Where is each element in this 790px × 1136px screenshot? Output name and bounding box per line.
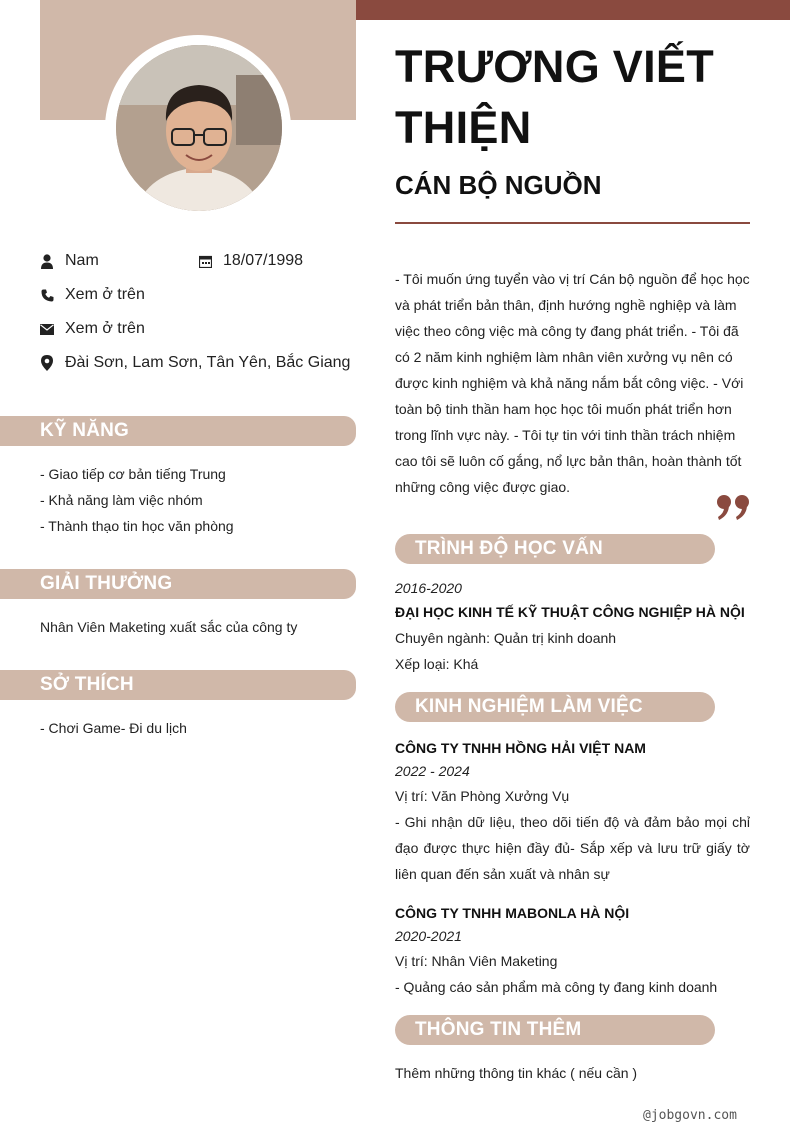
address-row bbox=[40, 354, 350, 372]
map-pin-icon bbox=[40, 355, 54, 371]
avatar-photo bbox=[116, 45, 282, 211]
job-years: 2020-2021 bbox=[395, 928, 462, 944]
phone-value: Xem ở trên bbox=[65, 286, 145, 303]
school-name: ĐẠI HỌC KINH TẾ KỸ THUẬT CÔNG NGHIỆP HÀ NỘI bbox=[395, 604, 745, 620]
gender-value: Nam bbox=[65, 252, 99, 269]
job-years: 2022 - 2024 bbox=[395, 763, 470, 779]
email-value: Xem ở trên bbox=[65, 320, 145, 337]
education-heading: TRÌNH ĐỘ HỌC VẤN bbox=[395, 534, 715, 564]
extra-info-heading: THÔNG TIN THÊM bbox=[395, 1015, 715, 1045]
gender-row bbox=[40, 252, 99, 270]
job-title: CÁN BỘ NGUỒN bbox=[395, 170, 602, 200]
birthday-row bbox=[198, 252, 303, 270]
awards-text: Nhân Viên Maketing xuất sắc của công ty bbox=[40, 619, 298, 635]
experience-heading: KINH NGHIỆM LÀM VIỆC bbox=[395, 692, 715, 722]
job-position: Vị trí: Nhân Viên Maketing bbox=[395, 953, 558, 969]
education-years: 2016-2020 bbox=[395, 580, 462, 596]
avatar bbox=[116, 45, 282, 211]
job-description: - Quảng cáo sản phẩm mà công ty đang kinh doanh bbox=[395, 979, 718, 995]
hobbies-text: - Chơi Game- Đi du lịch bbox=[40, 720, 187, 736]
birthday-value: 18/07/1998 bbox=[223, 252, 304, 269]
top-accent-bar bbox=[356, 0, 790, 20]
email-row bbox=[40, 320, 145, 338]
job-company: CÔNG TY TNHH HỒNG HẢI VIỆT NAM bbox=[395, 740, 646, 756]
list-item: - Khả năng làm việc nhóm bbox=[40, 492, 203, 508]
career-objective: - Tôi muốn ứng tuyển vào vị trí Cán bộ nguồn để học học và phát triển bản thân, định hướng nghề nghiệp và làm việc theo công việc mà công ty đang phát triển. - Tôi đã có 2 năm kinh nghiệm làm nhân viên xưởng vụ nên có được kinh nghiệm và khả năng nắm bắt công việc. - Với toàn bộ tinh thần ham học học tôi muốn phát triển hơn trong lĩnh vực này. - Tôi tự tin với tinh thần trách nhiệm cao tôi sẽ luôn cố gắng, nổ lực bản thân, hoàn thành tốt những công việc được giao. bbox=[395, 271, 750, 495]
envelope-icon bbox=[40, 321, 54, 337]
quote-icon bbox=[716, 493, 752, 521]
person-icon bbox=[40, 253, 54, 269]
title-divider bbox=[395, 222, 750, 224]
phone-row bbox=[40, 286, 145, 304]
footer-watermark: @jobgovn.com bbox=[643, 1108, 737, 1123]
job-description: - Ghi nhận dữ liệu, theo dõi tiến độ và đảm bảo mọi chỉ đạo được thực hiện đầy đủ- Sắp xếp và lưu trữ giấy tờ liên quan đến sản xuất và nhân sự bbox=[395, 814, 750, 882]
extra-info-text: Thêm những thông tin khác ( nếu cần ) bbox=[395, 1065, 638, 1081]
phone-icon bbox=[40, 287, 54, 303]
education-major: Chuyên ngành: Quản trị kinh doanh bbox=[395, 630, 617, 646]
skills-list bbox=[40, 461, 234, 539]
job-company: CÔNG TY TNHH MABONLA HÀ NỘI bbox=[395, 905, 630, 921]
job-position: Vị trí: Văn Phòng Xưởng Vụ bbox=[395, 788, 570, 804]
list-item: - Thành thạo tin học văn phòng bbox=[40, 518, 234, 534]
education-rank: Xếp loại: Khá bbox=[395, 656, 479, 672]
calendar-icon bbox=[198, 253, 212, 269]
candidate-name: TRƯƠNG VIẾT THIỆN bbox=[395, 41, 715, 153]
address-value: Đài Sơn, Lam Sơn, Tân Yên, Bắc Giang bbox=[65, 354, 351, 371]
list-item: - Giao tiếp cơ bản tiếng Trung bbox=[40, 466, 226, 482]
hobbies-heading: SỞ THÍCH bbox=[0, 670, 356, 700]
awards-heading: GIẢI THƯỞNG bbox=[0, 569, 356, 599]
skills-heading: KỸ NĂNG bbox=[0, 416, 356, 446]
